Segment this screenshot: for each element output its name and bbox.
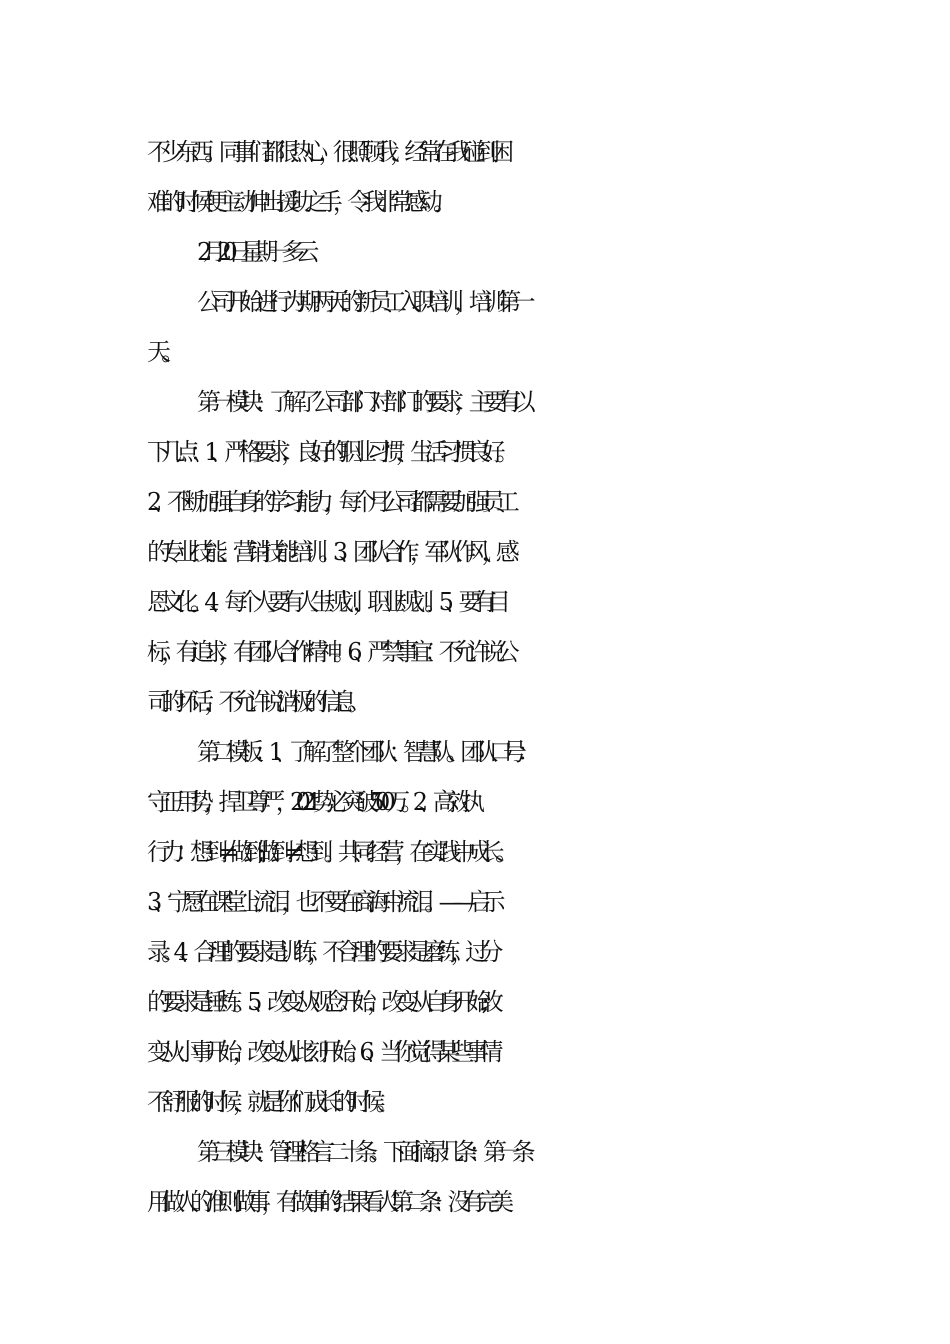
text-line: 的要求是锤炼。5、改变从观念开始，改变从自身开始;改 (147, 988, 495, 1016)
text-line: 第一模块：了解了公司部门对部门的要求，主要有以 (197, 388, 526, 416)
text-line: 录。 4、合理的要求是训练，不合理的要求是磨练，过分 (147, 938, 494, 966)
text-line: 难的时候便主动伸出援助之手，令我非常感动。 (147, 188, 448, 216)
text-line: 恩文化。4、每个人要有人生规划，职业规划。5、要有目 (147, 588, 502, 616)
text-line: 的专业技能、营销技能培训。3、团队合作，军队作风，感 (147, 538, 511, 566)
date-heading: 2月20日 星期一 多云 (197, 238, 310, 266)
text-line: 3、宁愿在课堂上流泪，也不要在商海中流泪。——启示 (147, 888, 496, 916)
text-line: 第三模块：管理格言二十条。下面摘录几条：第一条 (197, 1138, 526, 1166)
text-line: 不少东西。同事们都很热心，很照顾我，经常在我碰到困 (147, 138, 505, 166)
text-line: 天。 (147, 338, 176, 366)
text-line: 标，有追求，有团队合作精神。6、严禁事宜：不允许说公 (147, 638, 511, 666)
text-line: 不舒服的时候，就是你们成长的时候。 (147, 1088, 391, 1116)
text-line: 守正用势，捍卫尊严，2021势必突破500万。 2、高效执 (147, 788, 476, 816)
text-line: 变从小事开始，改变从此刻开始。 6、当你觉得某些事情 (147, 1038, 494, 1066)
text-line: 行力：想到≠做到;做到≠想到。共同经营，在实践中成长。 (147, 838, 510, 866)
text-line: 公司开始进行为期两天的新员工入职培训，培训第一 (197, 288, 526, 316)
text-line: 第二模板：1、了解了整个团队：智慧队。团队口号： (197, 738, 532, 766)
text-line: 2、不断加强自身的学习能力，每个月公司都需要加强员工 (147, 488, 511, 516)
text-line: 下几点：1、严格要求，良好的职业习惯，生活习惯良好。 (147, 438, 511, 466)
text-line: 用做人的准则做事，有做事的结果看人!第二条：没有完美 (147, 1188, 505, 1216)
text-line: 司的坏话，不允许说消极的信息。 (147, 688, 362, 716)
